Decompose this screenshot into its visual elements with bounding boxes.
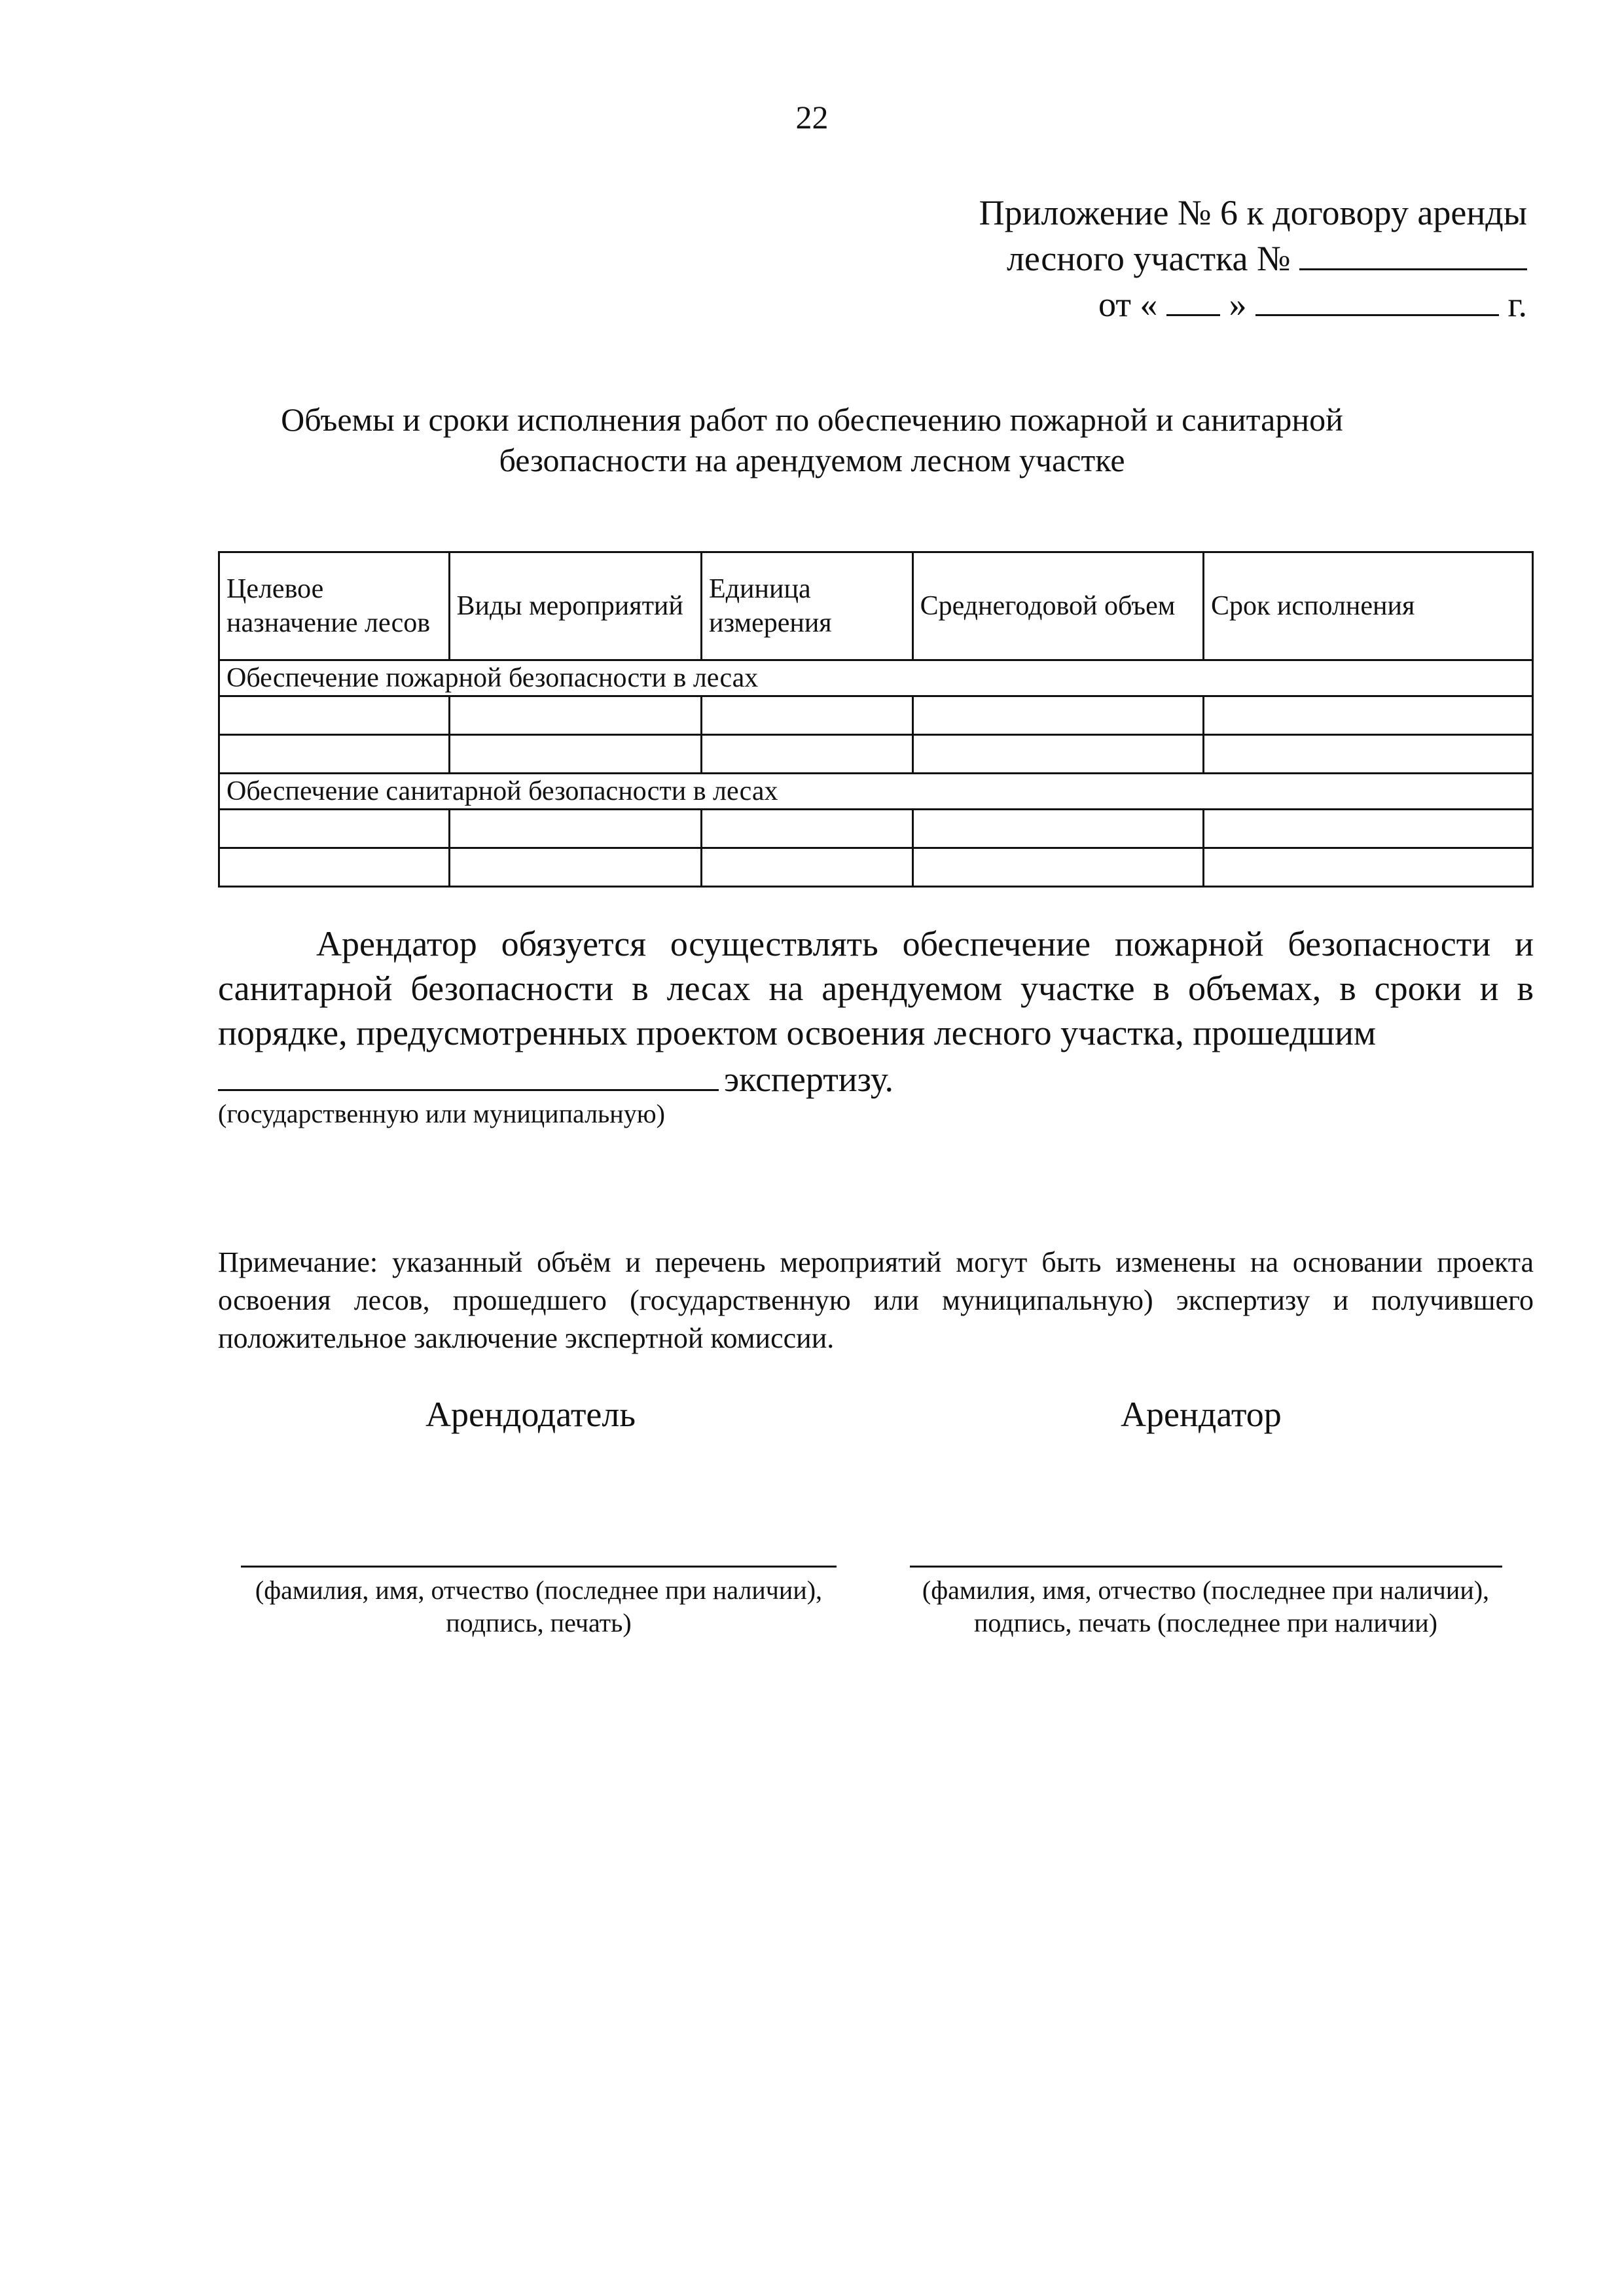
table-cell [219, 848, 450, 887]
date-day-blank [1166, 284, 1220, 316]
appendix-line-2 [979, 236, 1527, 281]
section-fire-label: Обеспечение пожарной безопасности в лесах [219, 660, 1533, 696]
table-cell [449, 696, 702, 735]
obligation-text: Арендатор обязуется осуществлять обеспечение пожарной безопасности и санитарной безопасности в лесах на арендуемом участке в объемах, в сроки и в порядке, предусмотренных проектом освоения лесного участка, прошедшим [218, 924, 1534, 1052]
section-row-fire [219, 660, 1533, 696]
page-number: 22 [795, 99, 829, 135]
lessor-signature-caption [228, 1574, 850, 1640]
table-cell [219, 696, 450, 735]
lessor-caption-line-1: (фамилия, имя, отчество (последнее при наличии), [255, 1575, 823, 1605]
date-prefix: от « [1098, 285, 1158, 324]
header-activity-types: Виды мероприятий [449, 552, 702, 660]
obligation-tail: экспертизу. [724, 1060, 893, 1099]
table-row [219, 696, 1533, 735]
lessee-caption-line-1: (фамилия, имя, отчество (последнее при наличии), [922, 1575, 1490, 1605]
works-table [218, 551, 1534, 888]
header-annual-volume: Среднегодовой объем [912, 552, 1203, 660]
table-header-row [219, 552, 1533, 660]
lessor-label: Арендодатель [425, 1395, 636, 1434]
appendix-line-3 [979, 281, 1527, 327]
title-line-1: Объемы и сроки исполнения работ по обеспечению пожарной и санитарной [281, 401, 1343, 438]
obligation-last-line [218, 1055, 1534, 1102]
table-cell [1204, 735, 1533, 774]
lessee-signature-line [910, 1566, 1502, 1568]
table-cell [449, 735, 702, 774]
table-cell [702, 696, 913, 735]
expertise-type-blank [218, 1055, 719, 1091]
lessor-caption-line-2: подпись, печать) [446, 1608, 632, 1638]
appendix-contract-label: лесного участка № [1006, 239, 1291, 278]
header-forest-purpose: Целевое назначение лесов [219, 552, 450, 660]
lessee-label: Арендатор [1121, 1395, 1282, 1434]
lessee-caption-line-2: подпись, печать (последнее при наличии) [973, 1608, 1437, 1638]
table-row [219, 735, 1533, 774]
table-cell [1204, 696, 1533, 735]
date-month-blank [1255, 284, 1499, 316]
table-cell [449, 810, 702, 848]
table-cell [449, 848, 702, 887]
contract-number-blank [1299, 238, 1527, 270]
table-cell [912, 810, 1203, 848]
header-unit: Единица измерения [702, 552, 913, 660]
date-year-suffix: г. [1507, 285, 1527, 324]
header-deadline: Срок исполнения [1204, 552, 1533, 660]
table-cell [219, 735, 450, 774]
expertise-blank-caption: (государственную или муниципальную) [218, 1099, 665, 1128]
section-row-sanitary [219, 774, 1533, 810]
table-cell [912, 735, 1203, 774]
table-cell [702, 810, 913, 848]
table-cell [1204, 848, 1533, 887]
note-paragraph: Примечание: указанный объём и перечень мероприятий могут быть изменены на основании проекта освоения лесов, прошедшего (государственную или муниципальную) экспертизу и получившего положительное заключение экспертной комиссии. [218, 1246, 1534, 1354]
lessee-signature-caption [898, 1574, 1513, 1640]
appendix-header [979, 190, 1527, 327]
table-cell [702, 735, 913, 774]
table-cell [219, 810, 450, 848]
obligation-paragraph [218, 922, 1534, 1102]
document-title [0, 399, 1624, 480]
lessor-signature-line [241, 1566, 837, 1568]
appendix-line-1: Приложение № 6 к договору аренды [979, 193, 1527, 232]
table-cell [912, 848, 1203, 887]
table-row [219, 810, 1533, 848]
table-cell [912, 696, 1203, 735]
date-quote-close: » [1229, 285, 1247, 324]
section-sanitary-label: Обеспечение санитарной безопасности в лесах [219, 774, 1533, 810]
table-cell [1204, 810, 1533, 848]
table-cell [702, 848, 913, 887]
title-line-2: безопасности на арендуемом лесном участке [499, 442, 1125, 478]
table-row [219, 848, 1533, 887]
